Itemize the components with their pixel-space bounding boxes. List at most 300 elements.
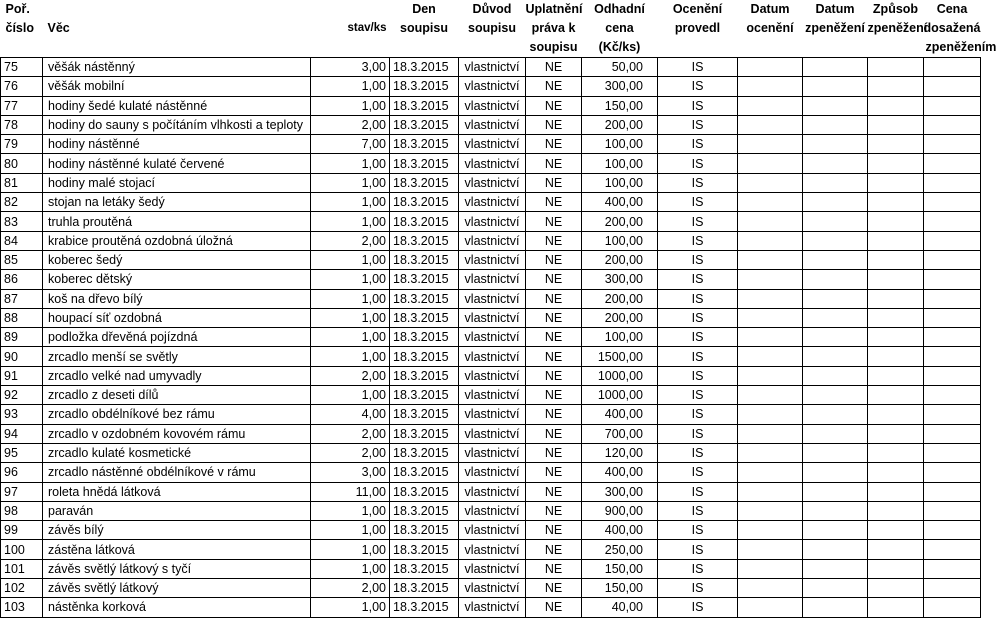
empty-cell xyxy=(924,77,981,96)
header-cell xyxy=(311,0,390,19)
estimated-price-cell: 250,00 xyxy=(582,540,658,559)
estimated-price-cell: 400,00 xyxy=(582,193,658,212)
empty-cell xyxy=(868,579,924,598)
empty-cell xyxy=(868,540,924,559)
empty-cell xyxy=(738,173,803,192)
claim-flag-cell: NE xyxy=(526,347,582,366)
estimated-price-cell: 1500,00 xyxy=(582,347,658,366)
empty-cell xyxy=(924,193,981,212)
row-number-cell: 89 xyxy=(1,328,43,347)
claim-flag-cell: NE xyxy=(526,154,582,173)
inventory-date-cell: 18.3.2015 xyxy=(390,308,459,327)
estimated-price-cell: 100,00 xyxy=(582,328,658,347)
appraiser-cell: IS xyxy=(658,308,738,327)
row-number-cell: 85 xyxy=(1,250,43,269)
item-quantity-cell: 2,00 xyxy=(311,231,390,250)
header-cell xyxy=(658,38,738,58)
inventory-reason-cell: vlastnictví xyxy=(459,212,526,231)
item-quantity-cell: 1,00 xyxy=(311,193,390,212)
header-cell: Ocenění xyxy=(672,2,723,16)
table-row xyxy=(1,289,981,308)
empty-cell xyxy=(738,77,803,96)
row-number-cell: 94 xyxy=(1,424,43,443)
appraiser-cell: IS xyxy=(658,482,738,501)
empty-cell xyxy=(803,135,868,154)
table-row xyxy=(1,405,981,424)
item-name-cell: hodiny malé stojací xyxy=(43,173,311,192)
empty-cell xyxy=(868,482,924,501)
claim-flag-cell: NE xyxy=(526,250,582,269)
estimated-price-cell: 900,00 xyxy=(582,501,658,520)
header-cell xyxy=(1,38,43,58)
empty-cell xyxy=(868,463,924,482)
empty-cell xyxy=(868,193,924,212)
empty-cell xyxy=(924,405,981,424)
header-cell: cena xyxy=(605,21,634,35)
header-cell: Věc xyxy=(47,21,70,35)
empty-cell xyxy=(738,58,803,77)
inventory-reason-cell: vlastnictví xyxy=(459,135,526,154)
estimated-price-cell: 200,00 xyxy=(582,212,658,231)
empty-cell xyxy=(924,443,981,462)
header-cell: dosažená xyxy=(923,21,981,35)
empty-cell xyxy=(738,231,803,250)
claim-flag-cell: NE xyxy=(526,231,582,250)
inventory-date-cell: 18.3.2015 xyxy=(390,598,459,617)
inventory-reason-cell: vlastnictví xyxy=(459,231,526,250)
item-name-cell: paraván xyxy=(43,501,311,520)
header-cell: stav/ks xyxy=(347,22,387,34)
claim-flag-cell: NE xyxy=(526,328,582,347)
item-quantity-cell: 2,00 xyxy=(311,115,390,134)
item-quantity-cell: 2,00 xyxy=(311,579,390,598)
row-number-cell: 88 xyxy=(1,308,43,327)
header-cell: Cena xyxy=(936,2,968,16)
item-name-cell: truhla proutěná xyxy=(43,212,311,231)
table-row xyxy=(1,193,981,212)
table-row xyxy=(1,58,981,77)
estimated-price-cell: 40,00 xyxy=(582,598,658,617)
empty-cell xyxy=(868,77,924,96)
empty-cell xyxy=(803,193,868,212)
item-name-cell: nástěnka korková xyxy=(43,598,311,617)
item-name-cell: zástěna látková xyxy=(43,540,311,559)
appraiser-cell: IS xyxy=(658,193,738,212)
header-cell: (Kč/ks) xyxy=(582,38,658,58)
empty-cell xyxy=(738,135,803,154)
estimated-price-cell: 1000,00 xyxy=(582,386,658,405)
empty-cell xyxy=(738,96,803,115)
item-quantity-cell: 1,00 xyxy=(311,386,390,405)
item-name-cell: hodiny nástěnné xyxy=(43,135,311,154)
inventory-reason-cell: vlastnictví xyxy=(459,501,526,520)
empty-cell xyxy=(924,96,981,115)
empty-cell xyxy=(868,559,924,578)
estimated-price-cell: 100,00 xyxy=(582,173,658,192)
appraiser-cell: IS xyxy=(658,501,738,520)
header-cell: Datum xyxy=(815,2,855,16)
row-number-cell: 76 xyxy=(1,77,43,96)
inventory-reason-cell: vlastnictví xyxy=(459,521,526,540)
row-number-cell: 83 xyxy=(1,212,43,231)
inventory-date-cell: 18.3.2015 xyxy=(390,405,459,424)
table-row xyxy=(1,540,981,559)
empty-cell xyxy=(803,424,868,443)
item-quantity-cell: 1,00 xyxy=(311,347,390,366)
empty-cell xyxy=(924,58,981,77)
item-name-cell: roleta hnědá látková xyxy=(43,482,311,501)
table-row xyxy=(1,154,981,173)
empty-cell xyxy=(868,270,924,289)
row-number-cell: 84 xyxy=(1,231,43,250)
empty-cell xyxy=(803,501,868,520)
empty-cell xyxy=(924,559,981,578)
empty-cell xyxy=(924,482,981,501)
item-quantity-cell: 7,00 xyxy=(311,135,390,154)
claim-flag-cell: NE xyxy=(526,366,582,385)
row-number-cell: 95 xyxy=(1,443,43,462)
empty-cell xyxy=(738,154,803,173)
empty-cell xyxy=(924,135,981,154)
appraiser-cell: IS xyxy=(658,598,738,617)
estimated-price-cell: 200,00 xyxy=(582,289,658,308)
inventory-reason-cell: vlastnictví xyxy=(459,193,526,212)
appraiser-cell: IS xyxy=(658,579,738,598)
header-cell: zpeněžení xyxy=(867,21,928,35)
table-body xyxy=(1,58,981,618)
empty-cell xyxy=(868,521,924,540)
appraiser-cell: IS xyxy=(658,521,738,540)
empty-cell xyxy=(803,58,868,77)
empty-cell xyxy=(803,328,868,347)
estimated-price-cell: 120,00 xyxy=(582,443,658,462)
row-number-cell: 77 xyxy=(1,96,43,115)
header-cell xyxy=(311,38,390,58)
appraiser-cell: IS xyxy=(658,250,738,269)
item-quantity-cell: 1,00 xyxy=(311,501,390,520)
empty-cell xyxy=(803,115,868,134)
inventory-date-cell: 18.3.2015 xyxy=(390,250,459,269)
inventory-date-cell: 18.3.2015 xyxy=(390,501,459,520)
claim-flag-cell: NE xyxy=(526,135,582,154)
item-name-cell: koberec šedý xyxy=(43,250,311,269)
item-name-cell: věšák nástěnný xyxy=(43,58,311,77)
empty-cell xyxy=(803,540,868,559)
empty-cell xyxy=(924,366,981,385)
item-name-cell: zrcadlo kulaté kosmetické xyxy=(43,443,311,462)
appraiser-cell: IS xyxy=(658,559,738,578)
header-cell xyxy=(390,38,459,58)
estimated-price-cell: 300,00 xyxy=(582,482,658,501)
header-cell: provedl xyxy=(674,21,721,35)
header-cell: zpeněžení xyxy=(805,21,865,35)
table-row xyxy=(1,270,981,289)
item-quantity-cell: 1,00 xyxy=(311,173,390,192)
empty-cell xyxy=(803,270,868,289)
empty-cell xyxy=(803,212,868,231)
claim-flag-cell: NE xyxy=(526,115,582,134)
claim-flag-cell: NE xyxy=(526,77,582,96)
empty-cell xyxy=(868,386,924,405)
row-number-cell: 102 xyxy=(1,579,43,598)
header-cell xyxy=(803,38,868,58)
claim-flag-cell: NE xyxy=(526,308,582,327)
table-row xyxy=(1,135,981,154)
empty-cell xyxy=(868,58,924,77)
header-cell: Odhadní xyxy=(594,2,645,16)
row-number-cell: 90 xyxy=(1,347,43,366)
appraiser-cell: IS xyxy=(658,77,738,96)
row-number-cell: 79 xyxy=(1,135,43,154)
table-row xyxy=(1,501,981,520)
empty-cell xyxy=(803,250,868,269)
row-number-cell: 78 xyxy=(1,115,43,134)
empty-cell xyxy=(868,212,924,231)
item-name-cell: závěs světlý látkový xyxy=(43,579,311,598)
inventory-reason-cell: vlastnictví xyxy=(459,250,526,269)
claim-flag-cell: NE xyxy=(526,443,582,462)
header-cell: soupisu xyxy=(468,21,516,35)
header-row-2 xyxy=(1,19,981,38)
estimated-price-cell: 200,00 xyxy=(582,115,658,134)
item-quantity-cell: 1,00 xyxy=(311,289,390,308)
empty-cell xyxy=(924,115,981,134)
inventory-reason-cell: vlastnictví xyxy=(459,77,526,96)
item-name-cell: koberec dětský xyxy=(43,270,311,289)
empty-cell xyxy=(738,212,803,231)
table-row xyxy=(1,96,981,115)
inventory-date-cell: 18.3.2015 xyxy=(390,347,459,366)
empty-cell xyxy=(868,598,924,617)
empty-cell xyxy=(924,386,981,405)
appraiser-cell: IS xyxy=(658,289,738,308)
empty-cell xyxy=(868,96,924,115)
empty-cell xyxy=(738,115,803,134)
inventory-date-cell: 18.3.2015 xyxy=(390,289,459,308)
empty-cell xyxy=(738,386,803,405)
empty-cell xyxy=(924,540,981,559)
empty-cell xyxy=(803,386,868,405)
header-cell: zpeněžením xyxy=(924,38,981,58)
empty-cell xyxy=(868,115,924,134)
item-quantity-cell: 11,00 xyxy=(311,482,390,501)
empty-cell xyxy=(803,154,868,173)
empty-cell xyxy=(868,231,924,250)
empty-cell xyxy=(738,193,803,212)
claim-flag-cell: NE xyxy=(526,463,582,482)
item-name-cell: zrcadlo velké nad umyvadly xyxy=(43,366,311,385)
inventory-reason-cell: vlastnictví xyxy=(459,540,526,559)
claim-flag-cell: NE xyxy=(526,193,582,212)
table-row xyxy=(1,212,981,231)
item-quantity-cell: 1,00 xyxy=(311,598,390,617)
inventory-reason-cell: vlastnictví xyxy=(459,270,526,289)
empty-cell xyxy=(924,347,981,366)
appraiser-cell: IS xyxy=(658,173,738,192)
empty-cell xyxy=(924,501,981,520)
inventory-reason-cell: vlastnictví xyxy=(459,443,526,462)
item-quantity-cell: 1,00 xyxy=(311,270,390,289)
empty-cell xyxy=(738,424,803,443)
empty-cell xyxy=(803,347,868,366)
estimated-price-cell: 150,00 xyxy=(582,579,658,598)
empty-cell xyxy=(868,289,924,308)
appraiser-cell: IS xyxy=(658,270,738,289)
header-cell xyxy=(459,38,526,58)
estimated-price-cell: 150,00 xyxy=(582,96,658,115)
row-number-cell: 98 xyxy=(1,501,43,520)
empty-cell xyxy=(738,328,803,347)
inventory-reason-cell: vlastnictví xyxy=(459,308,526,327)
empty-cell xyxy=(868,443,924,462)
inventory-reason-cell: vlastnictví xyxy=(459,424,526,443)
item-name-cell: věšák mobilní xyxy=(43,77,311,96)
inventory-date-cell: 18.3.2015 xyxy=(390,424,459,443)
empty-cell xyxy=(738,463,803,482)
appraiser-cell: IS xyxy=(658,328,738,347)
row-number-cell: 100 xyxy=(1,540,43,559)
empty-cell xyxy=(924,521,981,540)
table-row xyxy=(1,386,981,405)
inventory-date-cell: 18.3.2015 xyxy=(390,328,459,347)
appraiser-cell: IS xyxy=(658,154,738,173)
table-row xyxy=(1,250,981,269)
item-quantity-cell: 1,00 xyxy=(311,540,390,559)
inventory-reason-cell: vlastnictví xyxy=(459,96,526,115)
empty-cell xyxy=(924,270,981,289)
table-header xyxy=(1,0,996,58)
row-number-cell: 82 xyxy=(1,193,43,212)
row-number-cell: 96 xyxy=(1,463,43,482)
estimated-price-cell: 400,00 xyxy=(582,521,658,540)
appraiser-cell: IS xyxy=(658,96,738,115)
empty-cell xyxy=(738,250,803,269)
row-number-cell: 80 xyxy=(1,154,43,173)
estimated-price-cell: 400,00 xyxy=(582,463,658,482)
item-quantity-cell: 1,00 xyxy=(311,328,390,347)
item-name-cell: závěs světlý látkový s tyčí xyxy=(43,559,311,578)
claim-flag-cell: NE xyxy=(526,559,582,578)
item-name-cell: závěs bílý xyxy=(43,521,311,540)
item-quantity-cell: 1,00 xyxy=(311,96,390,115)
inventory-date-cell: 18.3.2015 xyxy=(390,212,459,231)
empty-cell xyxy=(803,443,868,462)
table-row xyxy=(1,231,981,250)
appraiser-cell: IS xyxy=(658,135,738,154)
item-quantity-cell: 1,00 xyxy=(311,521,390,540)
empty-cell xyxy=(924,231,981,250)
header-cell: Den xyxy=(412,2,436,16)
empty-cell xyxy=(738,579,803,598)
claim-flag-cell: NE xyxy=(526,501,582,520)
item-name-cell: hodiny nástěnné kulaté červené xyxy=(43,154,311,173)
table-row xyxy=(1,482,981,501)
empty-cell xyxy=(924,579,981,598)
inventory-date-cell: 18.3.2015 xyxy=(390,540,459,559)
empty-cell xyxy=(738,559,803,578)
header-cell: Uplatnění xyxy=(525,2,583,16)
claim-flag-cell: NE xyxy=(526,96,582,115)
inventory-date-cell: 18.3.2015 xyxy=(390,115,459,134)
inventory-reason-cell: vlastnictví xyxy=(459,154,526,173)
header-cell xyxy=(868,38,924,58)
table-row xyxy=(1,443,981,462)
appraiser-cell: IS xyxy=(658,366,738,385)
inventory-date-cell: 18.3.2015 xyxy=(390,579,459,598)
item-name-cell: zrcadlo nástěnné obdélníkové v rámu xyxy=(43,463,311,482)
estimated-price-cell: 150,00 xyxy=(582,559,658,578)
empty-cell xyxy=(924,250,981,269)
empty-cell xyxy=(868,308,924,327)
inventory-reason-cell: vlastnictví xyxy=(459,328,526,347)
estimated-price-cell: 300,00 xyxy=(582,270,658,289)
header-row-3 xyxy=(1,38,981,58)
empty-cell xyxy=(924,328,981,347)
inventory-reason-cell: vlastnictví xyxy=(459,115,526,134)
empty-cell xyxy=(924,424,981,443)
inventory-date-cell: 18.3.2015 xyxy=(390,443,459,462)
inventory-date-cell: 18.3.2015 xyxy=(390,173,459,192)
estimated-price-cell: 100,00 xyxy=(582,231,658,250)
inventory-reason-cell: vlastnictví xyxy=(459,482,526,501)
claim-flag-cell: NE xyxy=(526,598,582,617)
table-row xyxy=(1,115,981,134)
inventory-date-cell: 18.3.2015 xyxy=(390,154,459,173)
table-row xyxy=(1,579,981,598)
inventory-date-cell: 18.3.2015 xyxy=(390,193,459,212)
claim-flag-cell: NE xyxy=(526,212,582,231)
row-number-cell: 97 xyxy=(1,482,43,501)
appraiser-cell: IS xyxy=(658,212,738,231)
inventory-date-cell: 18.3.2015 xyxy=(390,386,459,405)
empty-cell xyxy=(803,77,868,96)
table-row xyxy=(1,424,981,443)
empty-cell xyxy=(924,154,981,173)
empty-cell xyxy=(803,482,868,501)
inventory-date-cell: 18.3.2015 xyxy=(390,482,459,501)
empty-cell xyxy=(924,212,981,231)
inventory-reason-cell: vlastnictví xyxy=(459,405,526,424)
appraiser-cell: IS xyxy=(658,463,738,482)
claim-flag-cell: NE xyxy=(526,521,582,540)
header-cell: soupisu xyxy=(526,38,582,58)
table-row xyxy=(1,347,981,366)
estimated-price-cell: 300,00 xyxy=(582,77,658,96)
appraiser-cell: IS xyxy=(658,443,738,462)
item-quantity-cell: 2,00 xyxy=(311,366,390,385)
table-row xyxy=(1,77,981,96)
header-cell: Způsob xyxy=(872,2,919,16)
item-quantity-cell: 3,00 xyxy=(311,463,390,482)
empty-cell xyxy=(803,559,868,578)
table-row xyxy=(1,463,981,482)
empty-cell xyxy=(924,289,981,308)
estimated-price-cell: 200,00 xyxy=(582,308,658,327)
inventory-reason-cell: vlastnictví xyxy=(459,173,526,192)
header-cell xyxy=(738,38,803,58)
empty-cell xyxy=(738,308,803,327)
inventory-date-cell: 18.3.2015 xyxy=(390,135,459,154)
row-number-cell: 92 xyxy=(1,386,43,405)
header-cell: ocenění xyxy=(746,21,794,35)
item-quantity-cell: 1,00 xyxy=(311,308,390,327)
header-cell: Důvod xyxy=(472,2,512,16)
item-quantity-cell: 2,00 xyxy=(311,443,390,462)
empty-cell xyxy=(738,270,803,289)
header-row-1 xyxy=(1,0,981,19)
estimated-price-cell: 50,00 xyxy=(582,58,658,77)
inventory-reason-cell: vlastnictví xyxy=(459,58,526,77)
